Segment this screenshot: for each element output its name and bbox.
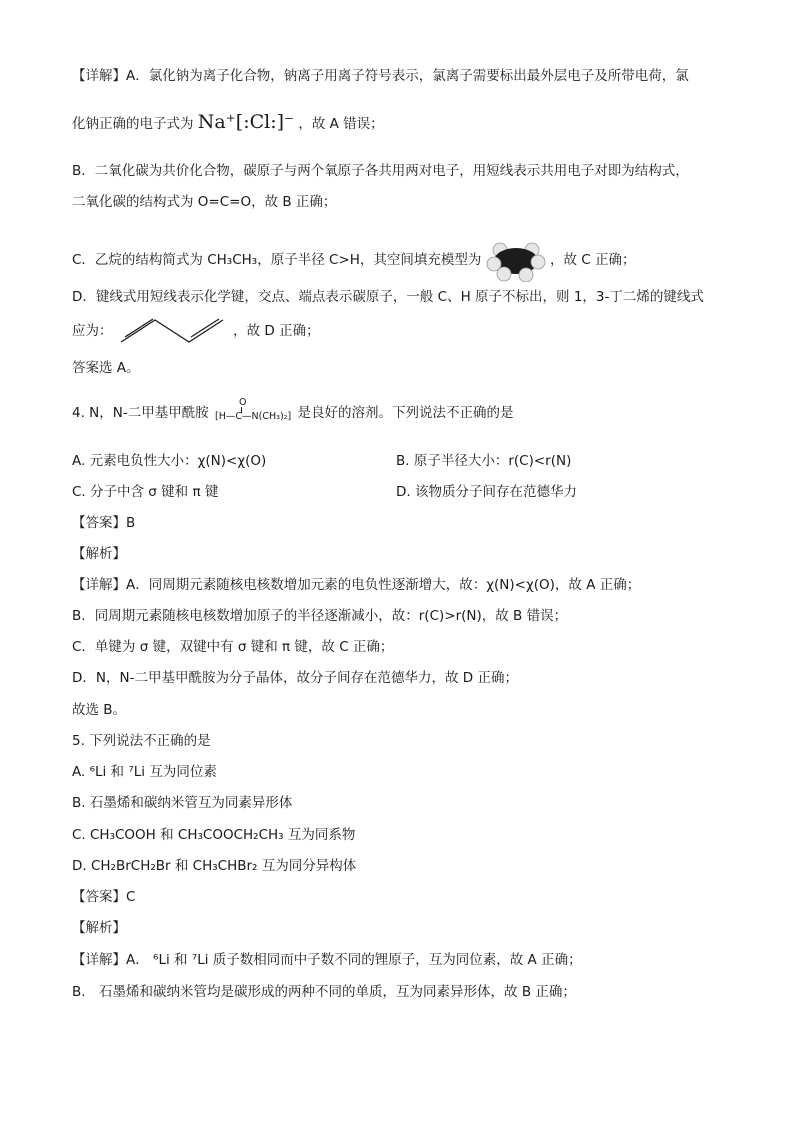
q5-option-d: D. CH₂BrCH₂Br 和 CH₃CHBr₂ 互为同分异构体 [72,858,357,874]
q4-explain-c: C．单键为 σ 键，双键中有 σ 键和 π 键，故 C 正确； [72,639,394,655]
q3-explain-d-post: ，故 D 正确； [233,323,320,339]
butadiene-skeletal-formula [117,316,229,346]
q3-explain-d-line2 [72,316,320,346]
q3-answer-choice: 答案选 A。 [72,360,140,376]
q5-option-c: C. CH₃COOH 和 CH₃COOCH₂CH₃ 互为同系物 [72,827,356,843]
nacl-electron-formula: Na⁺[:Cl:]⁻ [197,111,295,133]
q3-explain-a-line1: 【详解】A．氯化钠为离子化合物，钠离子用离子符号表示，氯离子需要标出最外层电子及所带电荷，氯 [72,68,689,84]
q3-explain-c-line [72,238,636,282]
q4-choice: 故选 B。 [72,702,127,718]
q5-stem: 5. 下列说法不正确的是 [72,733,211,749]
q5-option-b: B. 石墨烯和碳纳米管互为同素异形体 [72,795,293,811]
q3-explain-a-line2 [72,112,384,134]
dmf-carbonyl-oxygen: O [239,397,247,408]
q3-explain-b-line1: B．二氧化碳为共价化合物，碳原子与两个氧原子各共用两对电子，用短线表示共用电子对即为结构式， [72,163,689,179]
q5-explain-a: 【详解】A． ⁶Li 和 ⁷Li 质子数相同而中子数不同的锂原子，互为同位素，故 A 正确； [72,952,582,968]
q4-stem-post: 是良好的溶剂。下列说法不正确的是 [297,405,514,421]
q3-explain-c-post: ，故 C 正确； [549,252,636,268]
q4-stem-pre: 4. N，N-二甲基甲酰胺 [72,405,209,421]
q3-explain-c-pre: C．乙烷的结构简式为 CH₃CH₃，原子半径 C>H，其空间填充模型为 [72,252,482,268]
dmf-structure: O [H—C—N(CH₃)₂] [215,397,292,422]
q4-analysis-heading: 【解析】 [72,546,126,562]
dmf-double-bond [241,407,243,413]
q4-option-a: A. 元素电负性大小：χ(N)<χ(O) [72,453,267,469]
q4-explain-d: D．N，N-二甲基甲酰胺为分子晶体，故分子间存在范德华力，故 D 正确； [72,670,518,686]
q5-explain-b: B． 石墨烯和碳纳米管均是碳形成的两种不同的单质，互为同素异形体，故 B 正确； [72,984,576,1000]
q3-explain-a-line2-post: ，故 A 错误； [298,116,384,132]
q5-answer: 【答案】C [72,889,136,905]
q3-explain-b-line2: 二氧化碳的结构式为 O=C=O，故 B 正确； [72,194,337,210]
ethane-space-filling-model [486,238,546,282]
q5-analysis-heading: 【解析】 [72,920,126,936]
dmf-formula: H—C—N(CH₃)₂ [218,411,288,422]
q3-explain-d-pre: 应为： [72,323,113,339]
q3-explain-d-line1: D．键线式用短线表示化学键，交点、端点表示碳原子，一般 C、H 原子不标出，则 1，3-丁二烯的键线式 [72,289,704,305]
q4-option-d: D. 该物质分子间存在范德华力 [396,484,577,500]
q3-explain-a-line2-pre: 化钠正确的电子式为 [72,116,194,132]
q4-option-b: B. 原子半径大小：r(C)<r(N) [396,453,572,469]
q4-stem [72,397,514,423]
q4-explain-a: 【详解】A．同周期元素随核电核数增加元素的电负性逐渐增大，故：χ(N)<χ(O)，故 A 正确； [72,577,641,593]
q4-explain-b: B．同周期元素随核电核数增加原子的半径逐渐减小，故：r(C)>r(N)，故 B 错误； [72,608,568,624]
q4-option-c: C. 分子中含 σ 键和 π 键 [72,484,219,500]
q5-option-a: A. ⁶Li 和 ⁷Li 互为同位素 [72,764,217,780]
q4-answer: 【答案】B [72,515,136,531]
